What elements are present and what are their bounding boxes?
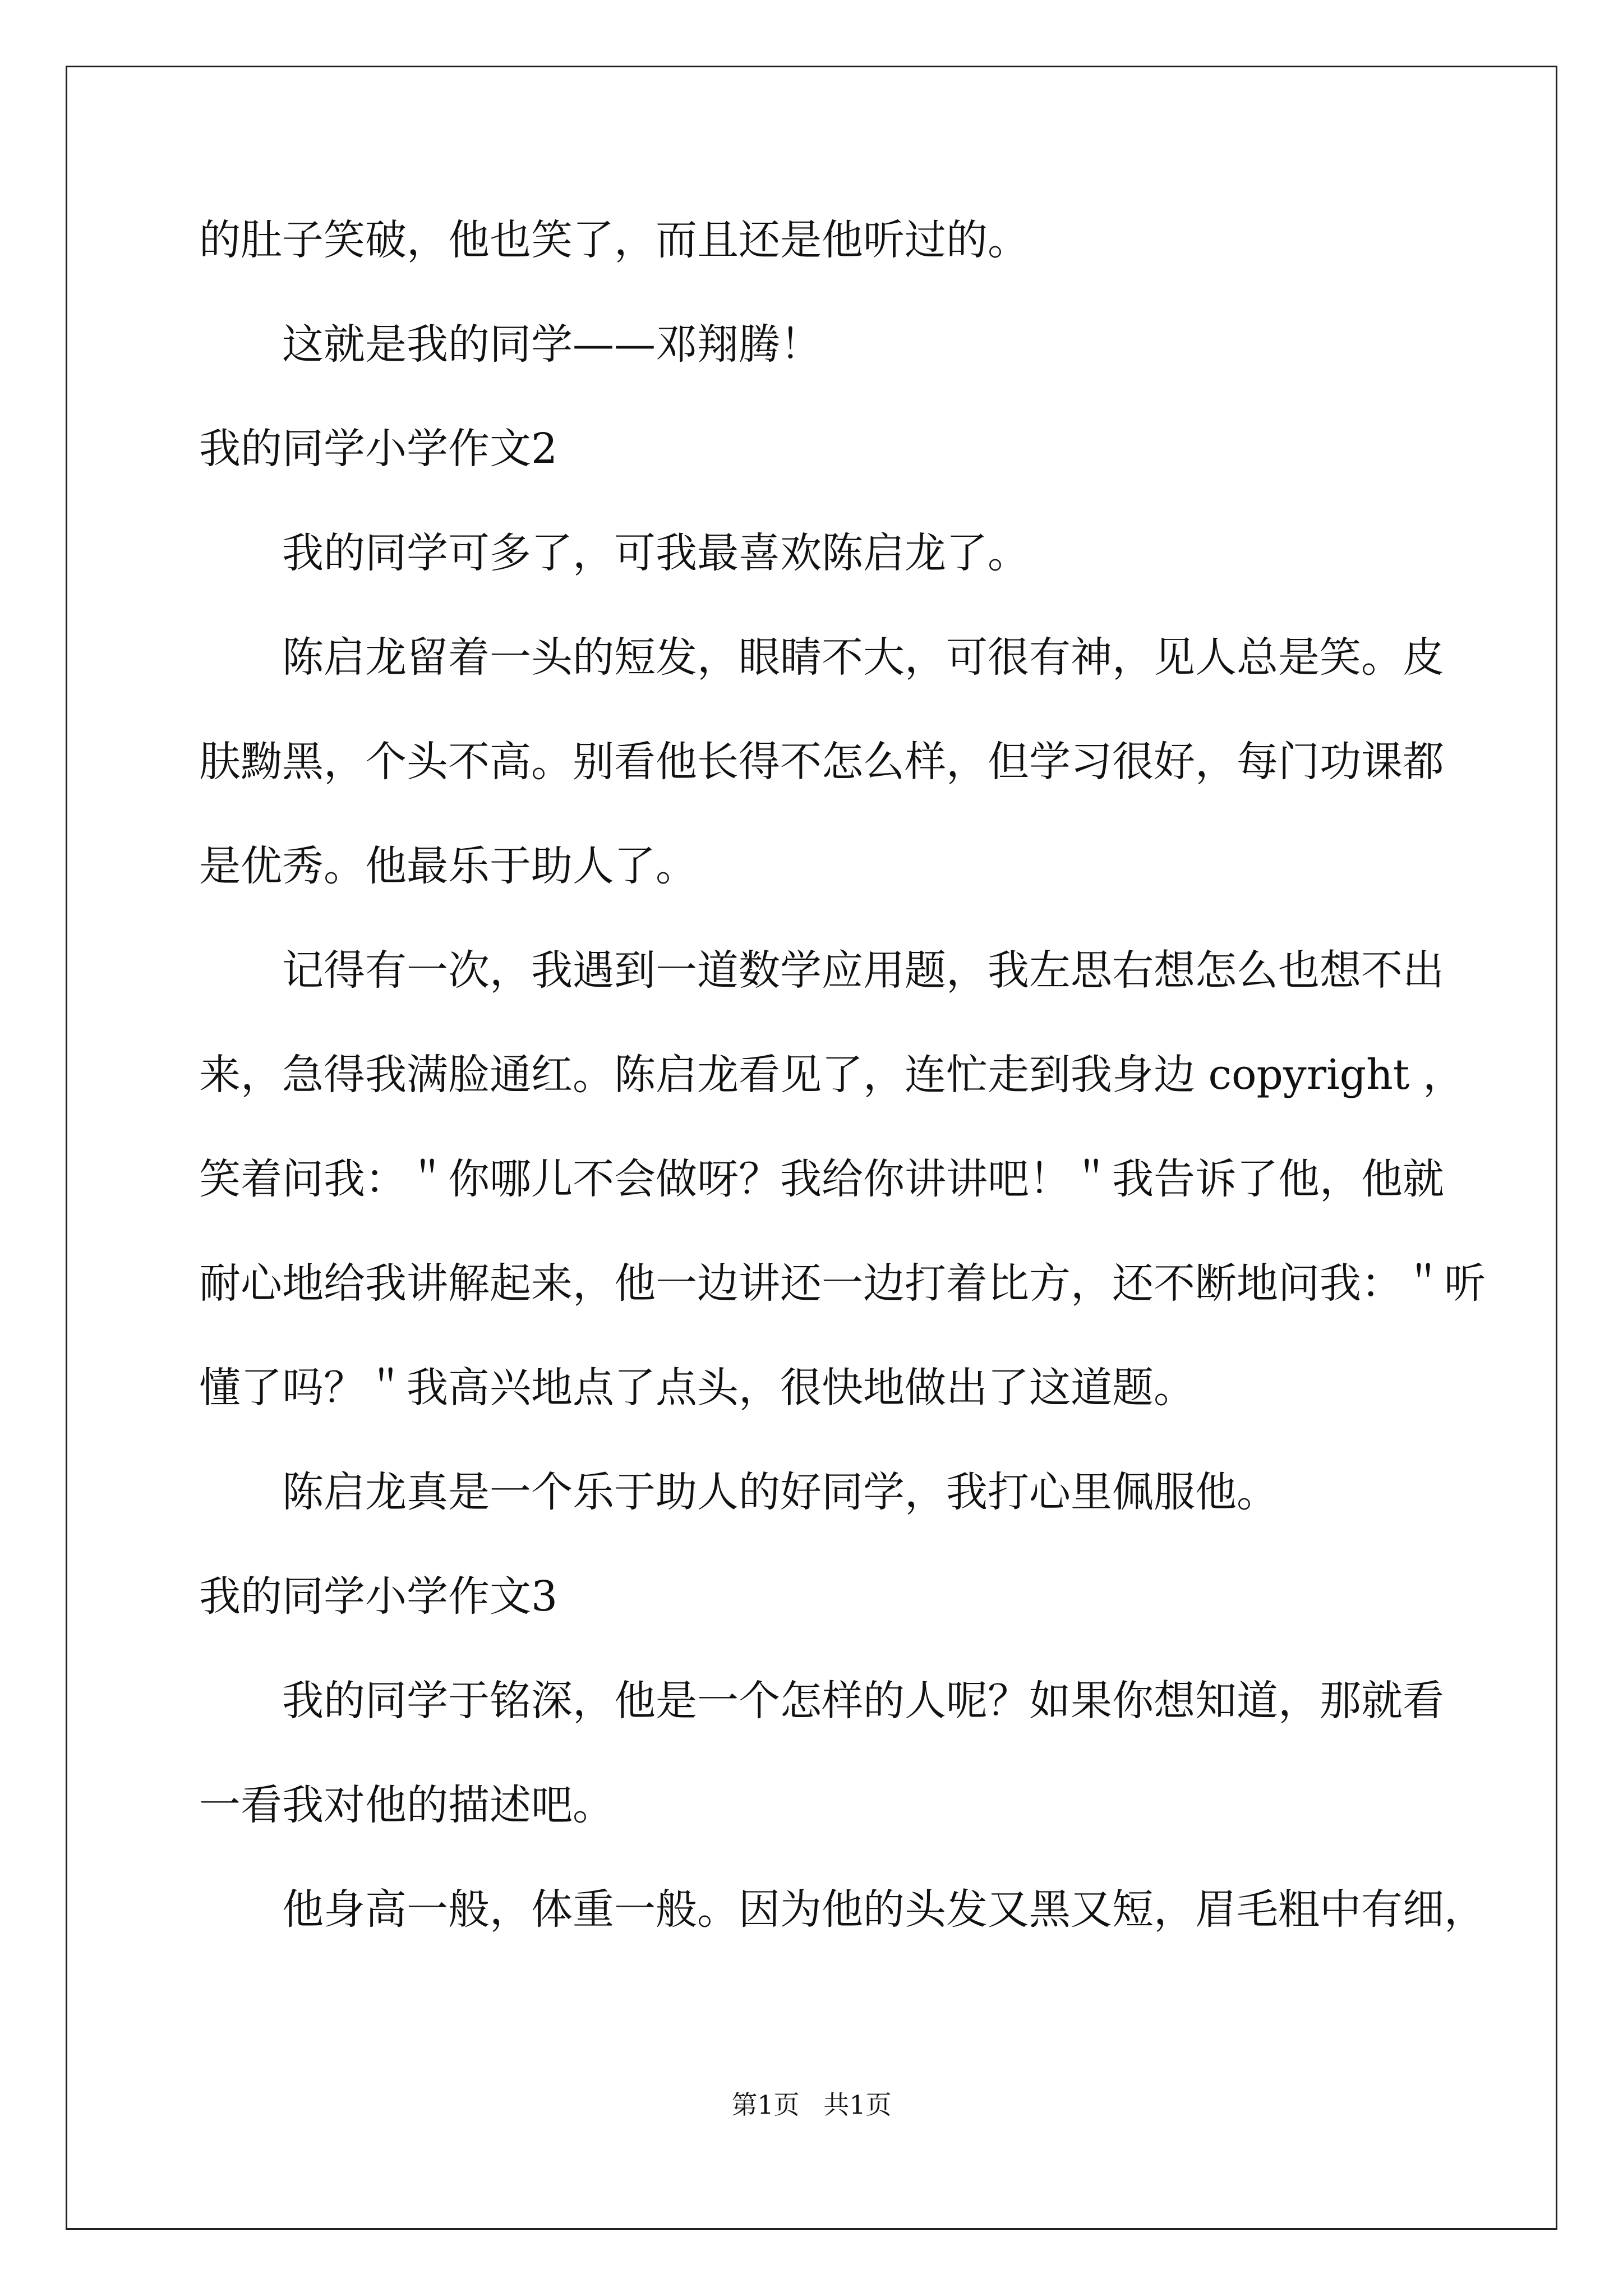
paragraph-line: 的肚子笑破，他也笑了，而且还是他听过的。 <box>199 216 1029 264</box>
paragraph-line: 耐心地给我讲解起来，他一边讲还一边打着比方，还不断地问我：＂听 <box>199 1259 1486 1308</box>
paragraph-line: 是优秀。他最乐于助人了。 <box>199 842 697 890</box>
page-number: 第1页 <box>731 2090 800 2120</box>
paragraph-line: 来，急得我满脸通红。陈启龙看见了，连忙走到我身边 copyright ， <box>199 1051 1465 1099</box>
paragraph-line: 笑着问我：＂你哪儿不会做呀？我给你讲讲吧！＂我告诉了他，他就 <box>199 1155 1444 1203</box>
section-heading: 我的同学小学作文3 <box>199 1572 558 1621</box>
page-total: 共1页 <box>823 2090 892 2120</box>
paragraph-line: 他身高一般，体重一般。因为他的头发又黑又短，眉毛粗中有细， <box>282 1885 1486 1934</box>
paragraph-line: 记得有一次，我遇到一道数学应用题，我左思右想怎么也想不出 <box>282 946 1444 995</box>
section-heading: 我的同学小学作文2 <box>199 425 558 473</box>
paragraph-line: 我的同学可多了，可我最喜欢陈启龙了。 <box>282 529 1029 577</box>
paragraph-line: 陈启龙真是一个乐于助人的好同学，我打心里佩服他。 <box>282 1468 1278 1516</box>
paragraph-line: 懂了吗？＂我高兴地点了点头，很快地做出了这道题。 <box>199 1364 1195 1412</box>
paragraph-line: 陈启龙留着一头的短发，眼睛不大，可很有神，见人总是笑。皮 <box>282 633 1444 682</box>
page-footer <box>0 2088 1623 2122</box>
paragraph-line: 一看我对他的描述吧。 <box>199 1781 614 1829</box>
document-body <box>199 213 1486 1936</box>
paragraph-line: 肤黝黑，个头不高。别看他长得不怎么样，但学习很好，每门功课都 <box>199 738 1444 786</box>
paragraph-line: 这就是我的同学——邓翔腾！ <box>282 320 822 369</box>
paragraph-line: 我的同学于铭深，他是一个怎样的人呢？如果你想知道，那就看 <box>282 1677 1444 1725</box>
